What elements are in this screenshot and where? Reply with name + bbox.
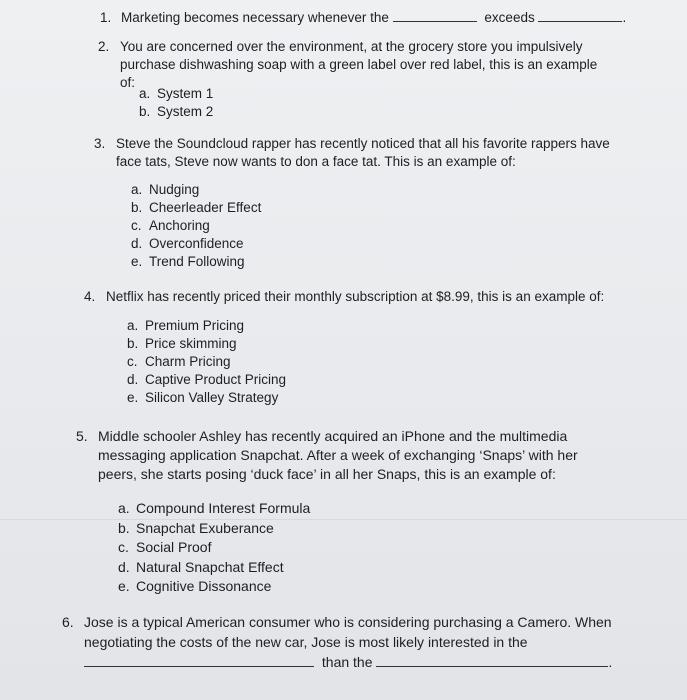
- question-2: [98, 38, 608, 92]
- question-number: 1.: [100, 10, 112, 25]
- question-3: [94, 135, 614, 171]
- options-list: [139, 86, 213, 122]
- option[interactable]: e. Silicon Valley Strategy: [127, 390, 279, 405]
- question-text: Middle schooler Ashley has recently acquired an iPhone and the multimedia messaging application Snapchat. After a week of exchanging ‘Snaps’ with her peers, she starts posing ‘duck face’ in all her Snaps, this is an example of:: [98, 428, 578, 482]
- option[interactable]: c. Anchoring: [131, 218, 210, 233]
- question-number: 4.: [84, 289, 96, 304]
- options-list: [131, 182, 261, 272]
- option[interactable]: b. Cheerleader Effect: [131, 200, 262, 215]
- option[interactable]: e. Trend Following: [131, 254, 245, 269]
- option[interactable]: a. Premium Pricing: [127, 318, 245, 333]
- question-text: exceeds: [484, 10, 535, 25]
- question-text: than the: [321, 654, 373, 670]
- question-text: negotiating the costs of the new car, Jose is most likely interested in the: [84, 634, 528, 650]
- question-text: You are concerned over the environment, at the grocery store you impulsively purchase dishwashing soap with a green label over red label, this is an example of:: [120, 39, 598, 90]
- option[interactable]: e. Cognitive Dissonance: [118, 578, 272, 594]
- answer-blank[interactable]: [376, 654, 608, 667]
- question-text: Marketing becomes necessary whenever the: [121, 10, 389, 25]
- answer-blank[interactable]: [538, 9, 622, 22]
- option[interactable]: a. Compound Interest Formula: [118, 500, 311, 516]
- question-number: 6.: [62, 614, 74, 630]
- question-4: [84, 288, 624, 306]
- options-list: [118, 500, 310, 598]
- option[interactable]: d. Natural Snapchat Effect: [118, 558, 284, 575]
- question-5: [76, 427, 616, 484]
- option[interactable]: c. Charm Pricing: [127, 354, 231, 369]
- option[interactable]: a. Nudging: [131, 182, 200, 197]
- question-number: 5.: [76, 428, 88, 444]
- options-list: [127, 318, 286, 408]
- question-text: Steve the Soundcloud rapper has recently noticed that all his favorite rappers have face tats, Steve now wants to don a face tat. This is an example of:: [116, 136, 610, 169]
- option[interactable]: d. Captive Product Pricing: [127, 372, 287, 387]
- option[interactable]: d. Overconfidence: [131, 236, 244, 251]
- option[interactable]: c. Social Proof: [118, 539, 212, 555]
- option[interactable]: b. Snapchat Exuberance: [118, 519, 274, 536]
- option[interactable]: b. Price skimming: [127, 336, 237, 351]
- option[interactable]: b. System 2: [139, 104, 214, 119]
- option[interactable]: a. System 1: [139, 86, 214, 101]
- punctuation: .: [622, 10, 627, 25]
- question-number: 3.: [94, 136, 106, 151]
- question-text: Jose is a typical American consumer who is considering purchasing a Camero. When: [84, 614, 612, 630]
- question-number: 2.: [98, 39, 110, 54]
- punctuation: .: [608, 654, 613, 670]
- paper-fold: [0, 519, 687, 520]
- question-text: Netflix has recently priced their monthly subscription at $8.99, this is an example of:: [106, 289, 605, 304]
- answer-blank[interactable]: [393, 9, 477, 22]
- question-1: [100, 9, 660, 27]
- question-6: [62, 612, 662, 672]
- question-blanks-line: [84, 652, 662, 672]
- answer-blank[interactable]: [84, 654, 314, 667]
